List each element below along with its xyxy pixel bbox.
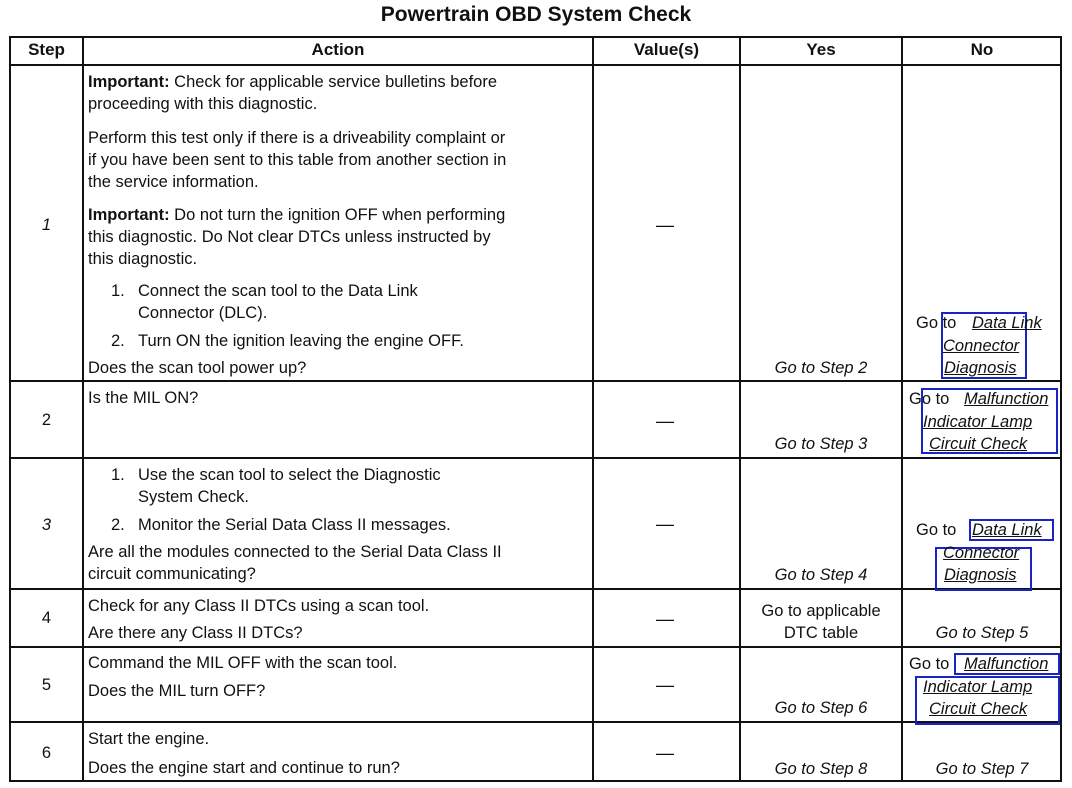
- action-text: Check for any Class II DTCs using a scan tool.: [88, 597, 430, 615]
- row-divider: [9, 64, 1062, 66]
- header-no: No: [970, 40, 994, 59]
- link-text[interactable]: Connector: [943, 544, 1020, 562]
- action-text: proceeding with this diagnostic.: [88, 95, 318, 113]
- list-number: 2.: [111, 516, 125, 534]
- row-divider: [9, 646, 1062, 648]
- column-divider: [739, 36, 741, 782]
- important-label: Important:: [88, 73, 170, 91]
- link-text[interactable]: Diagnosis: [944, 566, 1017, 584]
- link-text[interactable]: Data Link: [972, 314, 1042, 332]
- yes-target: Go to Step 2: [774, 359, 868, 377]
- action-text: Start the engine.: [88, 730, 210, 748]
- list-number: 1.: [111, 466, 125, 484]
- value-dash: —: [656, 675, 674, 695]
- important-label: Important:: [88, 206, 170, 224]
- value-dash: —: [656, 215, 674, 235]
- go-to-label: Go to: [909, 655, 950, 673]
- column-divider: [592, 36, 594, 782]
- yes-target: Go to applicable: [761, 602, 881, 620]
- go-to-label: Go to: [916, 314, 957, 332]
- important-text: Check for applicable service bulletins before: [169, 73, 497, 91]
- step-number: 3: [41, 516, 52, 534]
- link-text[interactable]: Data Link: [972, 521, 1042, 539]
- row-divider: [9, 721, 1062, 723]
- question-text: Does the engine start and continue to run?: [88, 759, 400, 777]
- link-text[interactable]: Circuit Check: [929, 435, 1028, 453]
- step-number: 5: [41, 676, 52, 694]
- important-text: Do not turn the ignition OFF when performing: [169, 206, 506, 224]
- action-text: if you have been sent to this table from another section in: [88, 151, 507, 169]
- yes-target: Go to Step 4: [774, 566, 868, 584]
- question-text: circuit communicating?: [88, 565, 256, 583]
- list-item: System Check.: [138, 488, 249, 506]
- step-number: 1: [41, 216, 52, 234]
- question-text: Does the MIL turn OFF?: [88, 682, 266, 700]
- list-item: Use the scan tool to select the Diagnostic: [138, 466, 441, 484]
- list-item: Connect the scan tool to the Data Link: [138, 282, 418, 300]
- yes-target: Go to Step 6: [774, 699, 868, 717]
- value-dash: —: [656, 743, 674, 763]
- list-item: Turn ON the ignition leaving the engine OFF.: [138, 332, 464, 350]
- yes-target: Go to Step 3: [774, 435, 868, 453]
- question-text: Does the scan tool power up?: [88, 359, 307, 377]
- list-item: Monitor the Serial Data Class II messages.: [138, 516, 451, 534]
- page-title: Powertrain OBD System Check: [380, 3, 692, 26]
- column-divider: [82, 36, 84, 782]
- yes-target: Go to Step 8: [774, 760, 868, 778]
- header-action: Action: [311, 40, 365, 59]
- list-number: 2.: [111, 332, 125, 350]
- link-text[interactable]: Circuit Check: [929, 700, 1028, 718]
- important-note: [88, 71, 497, 93]
- list-item: Connector (DLC).: [138, 304, 268, 322]
- row-divider: [9, 588, 1062, 590]
- link-text[interactable]: Indicator Lamp: [923, 678, 1033, 696]
- action-text: this diagnostic. Do Not clear DTCs unless instructed by: [88, 228, 491, 246]
- question-text: Are there any Class II DTCs?: [88, 624, 303, 642]
- step-number: 4: [41, 609, 52, 627]
- link-text[interactable]: Malfunction: [964, 655, 1049, 673]
- header-step: Step: [28, 40, 65, 59]
- column-divider: [901, 36, 903, 782]
- row-divider: [9, 457, 1062, 459]
- no-target: Go to Step 7: [935, 760, 1029, 778]
- link-text[interactable]: Indicator Lamp: [923, 413, 1033, 431]
- header-yes: Yes: [806, 40, 836, 59]
- value-dash: —: [656, 609, 674, 629]
- action-text: Command the MIL OFF with the scan tool.: [88, 654, 398, 672]
- step-number: 6: [41, 744, 52, 762]
- link-text[interactable]: Connector: [943, 337, 1020, 355]
- list-number: 1.: [111, 282, 125, 300]
- action-text: this diagnostic.: [88, 250, 198, 268]
- yes-target: DTC table: [783, 624, 859, 642]
- no-target: Go to Step 5: [935, 624, 1029, 642]
- step-number: 2: [41, 411, 52, 429]
- link-text[interactable]: Diagnosis: [944, 359, 1017, 377]
- question-text: Are all the modules connected to the Serial Data Class II: [88, 543, 502, 561]
- go-to-label: Go to: [916, 521, 957, 539]
- value-dash: —: [656, 514, 674, 534]
- action-text: Perform this test only if there is a driveability complaint or: [88, 129, 506, 147]
- value-dash: —: [656, 411, 674, 431]
- go-to-label: Go to: [909, 390, 950, 408]
- link-text[interactable]: Malfunction: [964, 390, 1049, 408]
- important-note: [88, 204, 505, 226]
- header-values: Value(s): [633, 40, 700, 59]
- action-text: the service information.: [88, 173, 259, 191]
- row-divider: [9, 380, 1062, 382]
- question-text: Is the MIL ON?: [88, 389, 199, 407]
